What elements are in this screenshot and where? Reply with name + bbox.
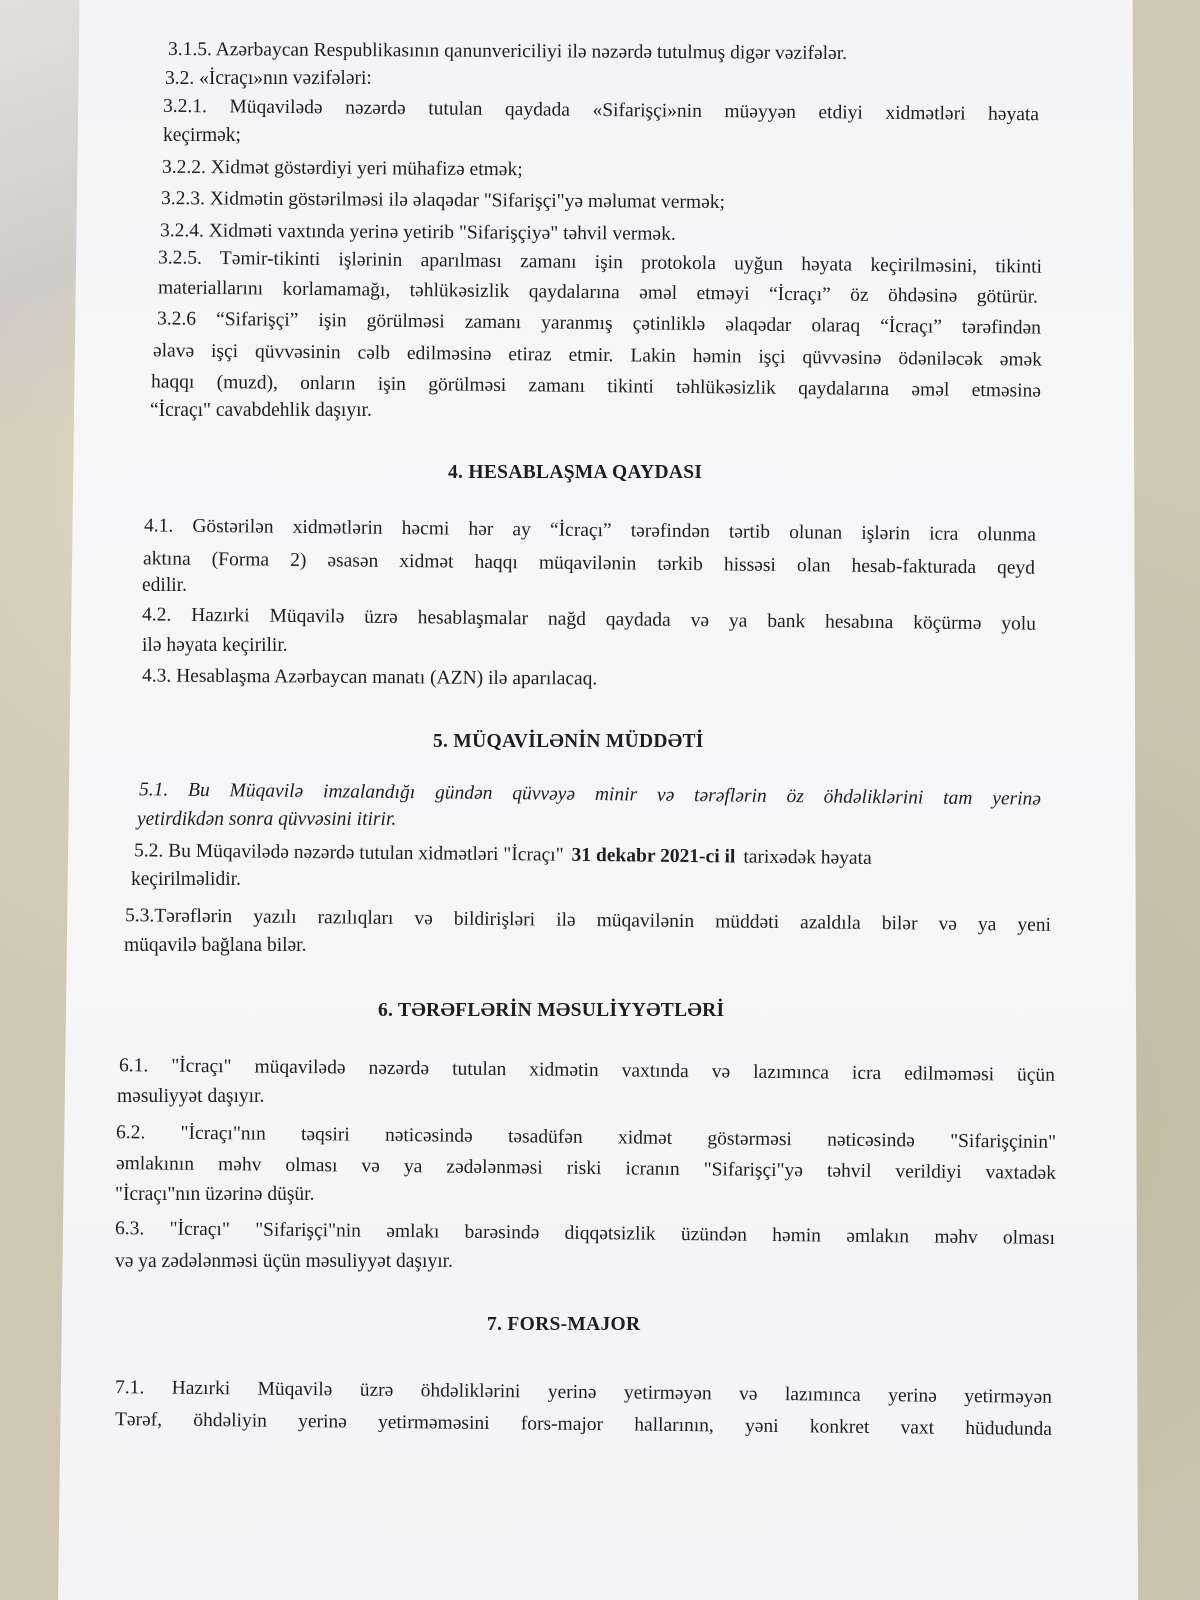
- text-line: 3.2.2. Xidmət göstərdiyi yeri mühafizə etmək;: [161, 156, 523, 181]
- text-line: 3.2.1. Müqavilədə nəzərdə tutulan qaydada «Sifarişçi»nin müəyyən etdiyi xidmətləri həyata: [162, 95, 1040, 126]
- text-line: ilə həyata keçirilir.: [142, 635, 288, 656]
- text-line: 6.2. "İcraçı"nın təqsiri nəticəsində təsadüfən xidmət göstərməsi nəticəsində "Sifarişçinin": [115, 1122, 1057, 1153]
- text-line: yetirdikdən sonra qüvvəsini itirir.: [137, 809, 397, 830]
- text-line: “İcraçı" cavabdehlik daşıyır.: [150, 400, 372, 421]
- text-line: [134, 839, 1048, 873]
- section-heading: 5. MÜQAVİLƏNİN MÜDDƏTİ: [433, 731, 704, 752]
- text-line: 5.3.Tərəflərin yazılı razılıqları və bildirişləri ilə müqavilənin müddəti azaldıla bilər və ya yeni: [124, 905, 1052, 936]
- text-line: və ya zədələnməsi üçün məsuliyyət daşıyır.: [115, 1251, 453, 1272]
- text-line: 3.2. «İcraçı»nın vəzifələri:: [165, 68, 372, 89]
- text-line: əmlakının məhv olması və ya zədələnməsi riski icranın "Sifarişçi"yə təhvil verildiyi vaxtadək: [115, 1153, 1057, 1184]
- deadline-date: 31 dekabr 2021-ci il: [571, 844, 736, 868]
- text-segment: tarixədək həyata: [743, 846, 872, 869]
- section-heading: 7. FORS-MAJOR: [487, 1314, 641, 1335]
- text-line: 6.1. "İcraçı" müqavilədə nəzərdə tutulan xidmətin vaxtında və lazımınca icra edilməməsi üçün: [118, 1055, 1056, 1086]
- text-line: 4.2. Hazırki Müqavilə üzrə hesablaşmalar nağd qaydada və ya bank hesabına köçürmə yolu: [141, 604, 1037, 635]
- section-heading: 4. HESABLAŞMA QAYDASI: [448, 462, 703, 483]
- text-line: aktına (Forma 2) əsasən xidmət haqqı müqavilənin tərkib hissəsi olan hesab-fakturada qeyd: [142, 548, 1036, 579]
- text-line: edilir.: [142, 575, 187, 596]
- text-line: "İcraçı"nın üzərinə düşür.: [115, 1184, 315, 1205]
- text-line: 3.2.4. Xidməti vaxtında yerinə yetirib "Sifarişçiyə" təhvil vermək.: [159, 220, 676, 245]
- text-line: keçirmək;: [163, 125, 241, 146]
- section-heading: 6. TƏRƏFLƏRİN MƏSULİYYƏTLƏRİ: [378, 1000, 725, 1021]
- text-line: müqavilə bağlana bilər.: [124, 935, 307, 956]
- text-line: 3.2.6 “Sifarişçi” işin görülməsi zamanı yaranmış çətinliklə əlaqədar olaraq “İcraçı” tərəfindən: [156, 308, 1042, 339]
- text-line: 5.1. Bu Müqavilə imzalandığı gündən qüvvəyə minir və tərəflərin öz öhdəliklərini tam yerinə: [138, 779, 1042, 810]
- text-line: 7.1. Hazırki Müqavilə üzrə öhdəliklərini yerinə yetirməyən və lazımınca yerinə yetirməyən: [114, 1377, 1053, 1408]
- text-line: keçirilməlidir.: [131, 869, 241, 890]
- text-line: Tərəf, öhdəliyin yerinə yetirməməsini fors-major hallarının, yəni konkret vaxt hüdudunda: [114, 1409, 1053, 1440]
- text-line: 3.1.5. Azərbaycan Respublikasının qanunvericiliyi ilə nəzərdə tutulmuş digər vəzifələr.: [167, 38, 848, 65]
- text-line: əlavə işçi qüvvəsinin cəlb edilməsinə etiraz etmir. Lakin həmin işçi qüvvəsinə ödəniləcək əmək: [152, 340, 1043, 371]
- text-line: haqqı (muzd), onların işin görülməsi zamanı tikinti təhlükəsizlik qaydalarına əməl etməsinə: [150, 371, 1042, 402]
- text-line: materiallarını korlamamağı, təhlükəsizlik qaydalarına əməl etməyi “İcraçı” öz öhdəsinə götürür.: [157, 277, 1039, 308]
- text-line: məsuliyyət daşıyır.: [117, 1086, 265, 1107]
- text-line: 4.3. Hesablaşma Azərbaycan manatı (AZN) ilə aparılacaq.: [141, 665, 598, 690]
- text-line: 4.1. Göstərilən xidmətlərin həcmi hər ay “İcraçı” tərəfindən tərtib olunan işlərin icra olunma: [143, 515, 1037, 546]
- text-line: 3.2.3. Xidmətin göstərilməsi ilə əlaqədar "Sifarişçi"yə məlumat vermək;: [160, 188, 726, 213]
- text-line: 6.3. "İcraçı" "Sifarişçi"nin əmlakı barəsində diqqətsizlik üzündən həmin əmlakın məhv olması: [114, 1218, 1056, 1249]
- text-line: 3.2.5. Təmir-tikinti işlərinin aparılması zamanı işin protokola uyğun həyata keçirilməsini, tikinti: [157, 247, 1043, 278]
- text-segment: 5.2. Bu Müqavilədə nəzərdə tutulan xidmətləri "İcraçı": [133, 840, 564, 866]
